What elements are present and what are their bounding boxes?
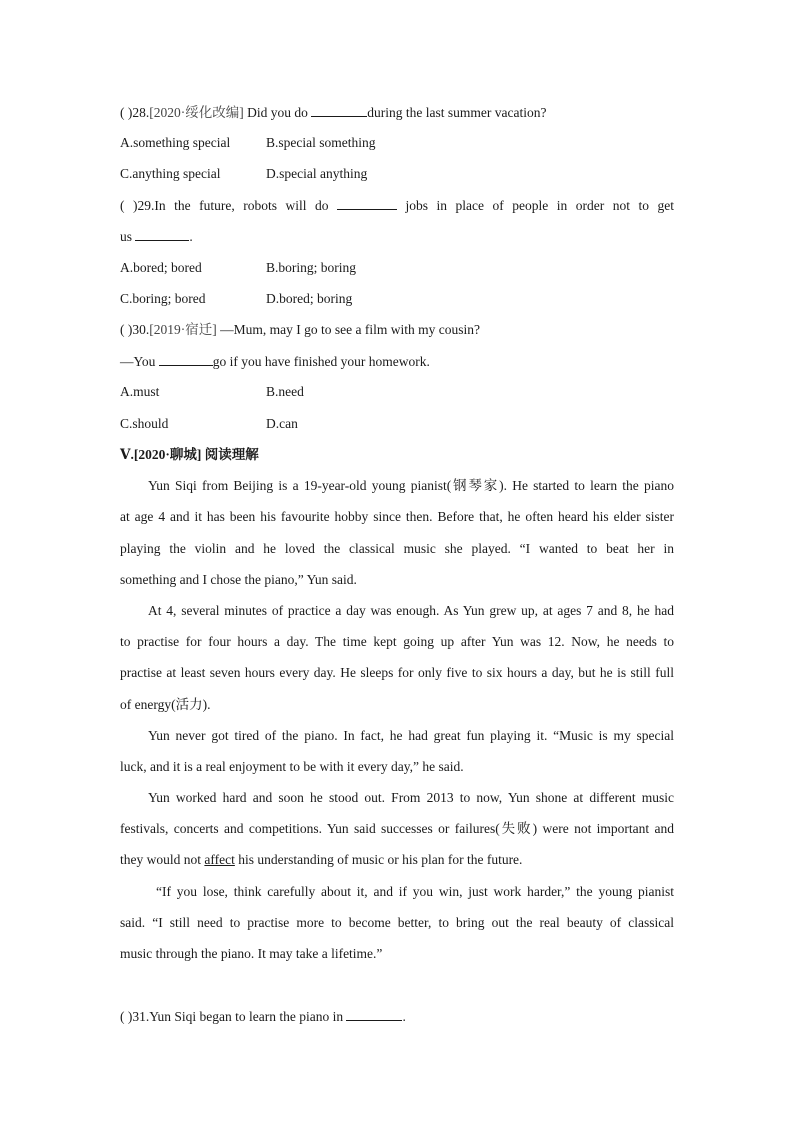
option-c[interactable]: C.boring; bored xyxy=(120,291,206,306)
passage-text: they would not xyxy=(120,852,205,867)
answer-blank[interactable] xyxy=(135,227,189,241)
answer-blank[interactable] xyxy=(311,103,367,117)
question-number: 31. xyxy=(132,1009,150,1024)
reply-start: —You xyxy=(120,354,156,369)
question-number: 28. xyxy=(132,105,150,120)
answer-blank[interactable] xyxy=(159,352,213,366)
passage-line: luck, and it is a real enjoyment to be with it every day,” he said. xyxy=(120,759,464,774)
passage-line: practise at least seven hours every day. He sleeps for only five to six hours a day, but he is still full xyxy=(120,665,674,680)
options-row xyxy=(120,134,376,152)
question-stem: Yun Siqi began to learn the piano in xyxy=(149,1009,344,1024)
answer-blank[interactable] xyxy=(346,1007,402,1021)
passage-line: Yun Siqi from Beijing is a 19-year-old young pianist(钢琴家). He started to learn the piano xyxy=(148,478,674,493)
question-28 xyxy=(120,103,546,122)
option-d[interactable]: D.special anything xyxy=(266,166,368,181)
question-stem: —Mum, may I go to see a film with my cousin? xyxy=(220,322,480,337)
underlined-word: affect xyxy=(204,852,235,867)
options-row xyxy=(120,290,353,308)
period: . xyxy=(402,1009,406,1024)
options-row xyxy=(120,383,304,401)
question-stem: In the future, robots will do xyxy=(154,198,329,213)
answer-paren[interactable]: ( ) xyxy=(120,1009,133,1024)
question-source: [2019·宿迁] xyxy=(149,322,217,337)
question-stem: us xyxy=(120,229,133,244)
option-c[interactable]: C.anything special xyxy=(120,166,221,181)
question-29 xyxy=(120,196,674,215)
option-b[interactable]: B.need xyxy=(266,384,304,399)
passage-line: said. “I still need to practise more to become better, to bring out the real beauty of classical xyxy=(120,915,674,930)
question-number: 30. xyxy=(132,322,150,337)
answer-paren[interactable]: ( ) xyxy=(120,198,138,213)
option-d[interactable]: D.can xyxy=(266,416,298,431)
passage-line: At 4, several minutes of practice a day was enough. As Yun grew up, at ages 7 and 8, he had xyxy=(148,603,674,618)
passage-line: something and I chose the piano,” Yun said. xyxy=(120,572,357,587)
option-d[interactable]: D.bored; boring xyxy=(266,291,353,306)
passage-line: Yun worked hard and soon he stood out. From 2013 to now, Yun shone at different music xyxy=(148,790,674,805)
question-stem-end: during the last summer vacation? xyxy=(367,105,547,120)
passage-line: Yun never got tired of the piano. In fact, he had great fun playing it. “Music is my special xyxy=(148,728,674,743)
question-30 xyxy=(120,321,480,339)
question-29-cont xyxy=(120,227,193,246)
passage-line: of energy(活力). xyxy=(120,697,211,712)
options-row xyxy=(120,259,356,277)
option-b[interactable]: B.boring; boring xyxy=(266,260,356,275)
passage-line xyxy=(120,851,522,869)
question-stem-end: jobs in place of people in order not to get xyxy=(405,198,675,213)
passage-line: music through the piano. It may take a lifetime.” xyxy=(120,946,383,961)
question-source: [2020·绥化改编] xyxy=(149,105,244,120)
options-row xyxy=(120,415,298,433)
question-number: 29. xyxy=(137,198,155,213)
answer-paren[interactable]: ( ) xyxy=(120,105,133,120)
option-c[interactable]: C.should xyxy=(120,416,169,431)
options-row xyxy=(120,165,368,183)
passage-line: playing the violin and he loved the classical music she played. “I wanted to beat her in xyxy=(120,541,674,556)
option-a[interactable]: A.bored; bored xyxy=(120,260,202,275)
question-30-reply xyxy=(120,352,430,371)
question-stem: Did you do xyxy=(247,105,308,120)
option-a[interactable]: A.something special xyxy=(120,135,231,150)
passage-line: “If you lose, think carefully about it, and if you win, just work harder,” the young pianist xyxy=(156,884,674,899)
period: . xyxy=(189,229,193,244)
section-title: Ⅴ.[2020·聊城] 阅读理解 xyxy=(120,447,259,462)
passage-text: his understanding of music or his plan for the future. xyxy=(234,852,523,867)
answer-paren[interactable]: ( ) xyxy=(120,322,133,337)
passage-line: to practise for four hours a day. The time kept going up after Yun was 12. Now, he needs to xyxy=(120,634,674,649)
question-31 xyxy=(120,1007,406,1026)
reply-end: go if you have finished your homework. xyxy=(212,354,430,369)
answer-blank[interactable] xyxy=(337,196,397,210)
passage-line: festivals, concerts and competitions. Yun said successes or failures(失败) were not important and xyxy=(120,821,674,836)
passage-line: at age 4 and it has been his favourite hobby since then. Before that, he often heard his elder sister xyxy=(120,509,674,524)
option-b[interactable]: B.special something xyxy=(266,135,376,150)
option-a[interactable]: A.must xyxy=(120,384,160,399)
